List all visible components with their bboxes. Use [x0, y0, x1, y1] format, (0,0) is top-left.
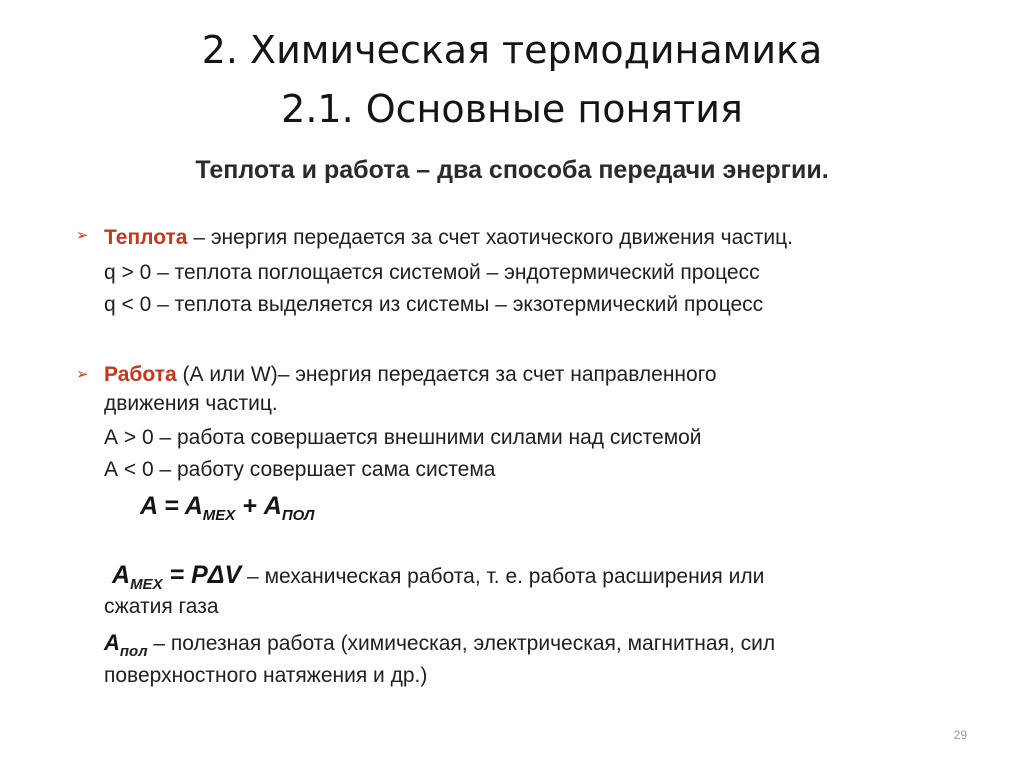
- mech-symbol: A: [112, 561, 131, 589]
- page-number: 29: [953, 728, 967, 742]
- formula-lhs: A = A: [140, 492, 203, 520]
- mech-work-line2: сжатия газа: [104, 595, 219, 618]
- bullet-arrow-icon: ➢: [76, 366, 89, 383]
- slide-title: 2. Химическая термодинамика: [201, 28, 823, 72]
- work-definition-text: – энергия передается за счет направленного: [277, 363, 717, 386]
- work-sum-formula: [140, 494, 314, 523]
- heat-definition: [104, 227, 793, 248]
- section-subtitle: Теплота и работа – два способа передачи энергии.: [195, 156, 829, 184]
- useful-sub: пол: [119, 643, 148, 660]
- mech-desc: – механическая работа, т. е. работа расширения или: [241, 565, 765, 588]
- useful-desc: – полезная работа (химическая, электрическая, магнитная, сил: [147, 632, 776, 655]
- work-symbols: (А или W): [176, 363, 278, 386]
- slide-subtitle-heading: 2.1. Основные понятия: [281, 87, 743, 131]
- work-definition-line2: движения частиц.: [104, 392, 278, 415]
- heat-term: Теплота: [104, 226, 188, 249]
- work-negative: А < 0 – работу совершает сама система: [104, 458, 496, 481]
- heat-negative: q < 0 – теплота выделяется из системы – экзотермический процесс: [104, 293, 764, 316]
- useful-work-line1: [104, 632, 775, 659]
- work-positive: А > 0 – работа совершается внешними силами над системой: [104, 426, 702, 449]
- mech-equals: = PΔV: [162, 561, 242, 589]
- bullet-arrow-icon: ➢: [76, 227, 89, 244]
- useful-symbol: A: [104, 630, 120, 655]
- formula-sub-useful: ПОЛ: [281, 507, 315, 524]
- useful-work-line2: поверхностного натяжения и др.): [104, 664, 428, 687]
- work-definition-line1: [104, 364, 717, 385]
- formula-plus: + A: [235, 492, 282, 520]
- formula-sub-mech: МЕХ: [202, 507, 236, 524]
- work-term: Работа: [104, 363, 177, 386]
- heat-definition-text: – энергия передается за счет хаотического движения частиц.: [187, 226, 794, 249]
- heat-positive: q > 0 – теплота поглощается системой – эндотермический процесс: [104, 261, 760, 284]
- mech-sub: МЕХ: [130, 576, 163, 593]
- mech-work-line1: [112, 563, 764, 592]
